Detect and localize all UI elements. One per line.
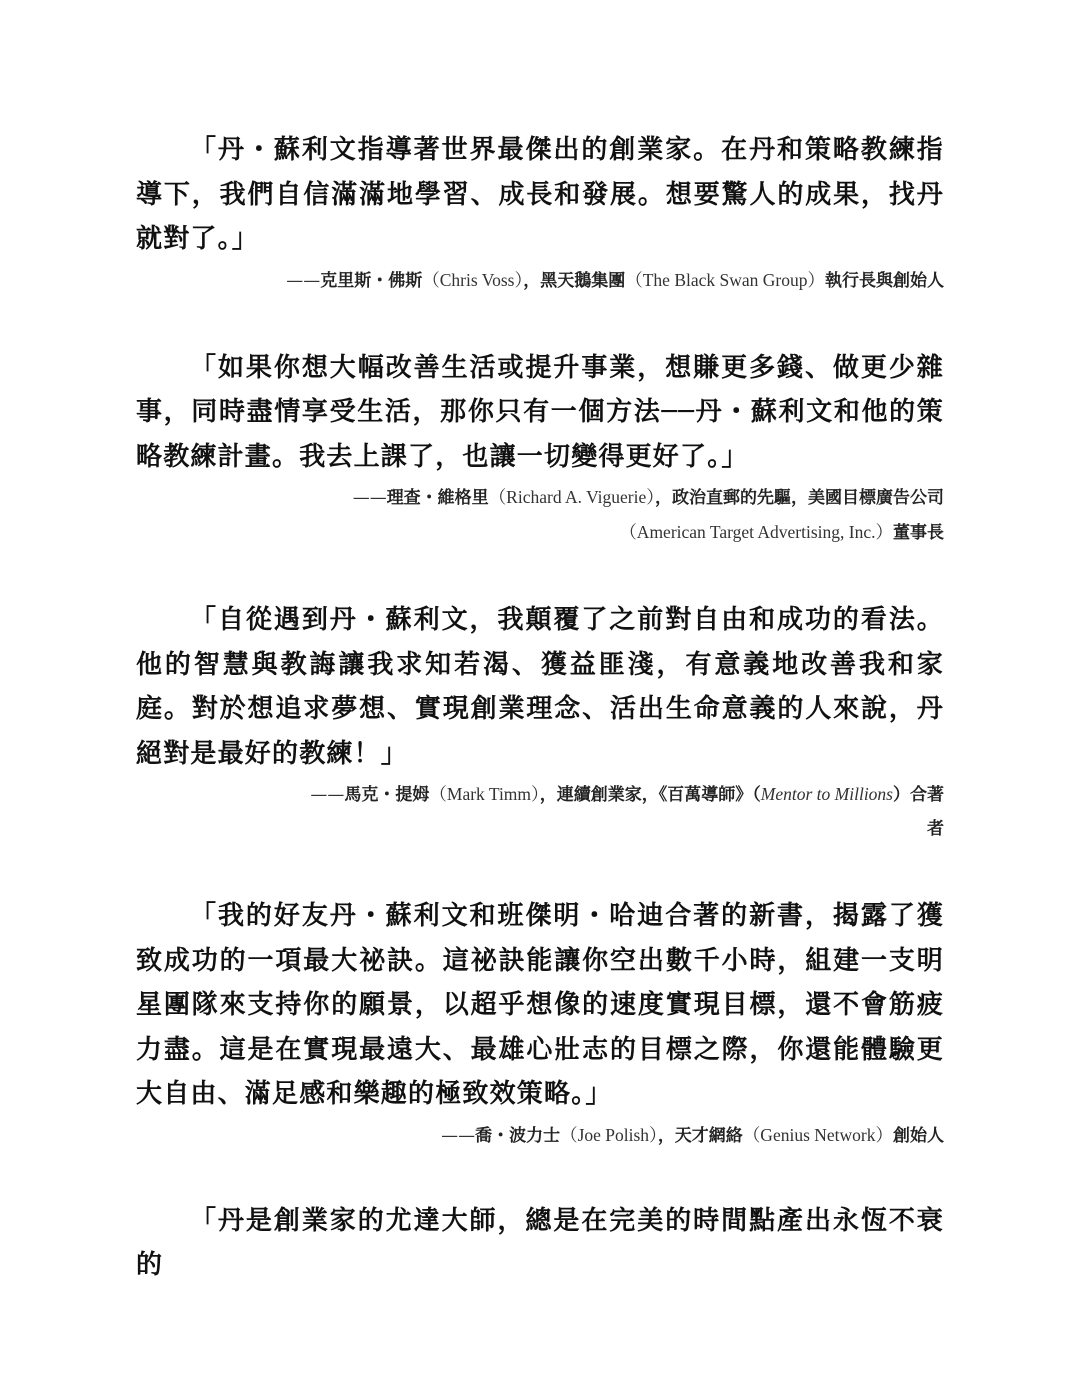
attribution-name-latin: （Richard A. Viguerie） xyxy=(488,487,655,507)
attribution-name: 馬克・提姆 xyxy=(344,785,430,805)
attribution-name: 理查・維格里 xyxy=(386,488,489,508)
attribution-name: 喬・波力士 xyxy=(475,1125,561,1146)
attribution-title: 執行長與創始人 xyxy=(825,270,944,291)
attribution-name-latin: （Mark Timm） xyxy=(429,784,540,804)
attribution-dash: —— xyxy=(286,270,321,291)
attribution-title: ）合著 xyxy=(893,785,944,805)
endorsement-quote: 「自從遇到丹・蘇利文，我顛覆了之前對自由和成功的看法。他的智慧與教誨讓我求知若渴、獲益匪淺，有意義地改善我和家庭。對於想追求夢想、實現創業理念、活出生命意義的人來說，丹絕對是最好的教練！」 xyxy=(136,605,944,769)
attribution-org-latin: （American Target Advertising, Inc.） xyxy=(619,522,893,542)
attribution-name: 克里斯・佛斯 xyxy=(320,270,423,291)
endorsements-page xyxy=(136,128,944,1288)
attribution-role: ，黑天鵝集團 xyxy=(523,270,626,291)
endorsement-quote: 「我的好友丹・蘇利文和班傑明・哈迪合著的新書，揭露了獲致成功的一項最大祕訣。這祕訣能讓你空出數千小時，組建一支明星團隊來支持你的願景，以超乎想像的速度實現目標，還不會筋疲力盡。這是在實現最遠大、最雄心壯志的目標之際，你還能體驗更大自由、滿足感和樂趣的極致效策略。」 xyxy=(136,901,944,1109)
attribution-line-1 xyxy=(136,480,944,515)
attribution-line-1 xyxy=(136,777,944,812)
endorsement-attribution xyxy=(136,777,944,846)
attribution-name-latin: （Chris Voss） xyxy=(422,269,524,290)
endorsement-mark-timm xyxy=(136,598,944,846)
attribution-title-cont: 者 xyxy=(927,819,944,839)
attribution-org-latin: （The Black Swan Group） xyxy=(625,269,825,290)
attribution-dash: —— xyxy=(310,785,345,805)
attribution-name-latin: （Joe Polish） xyxy=(560,1124,658,1145)
endorsement-attribution xyxy=(136,263,944,298)
endorsement-yoda-partial xyxy=(136,1199,944,1288)
endorsement-chris-voss xyxy=(136,128,944,298)
attribution-title: 創始人 xyxy=(893,1125,944,1146)
attribution-org-latin: （Genius Network） xyxy=(742,1124,893,1145)
endorsement-quote: 「丹・蘇利文指導著世界最傑出的創業家。在丹和策略教練指導下，我們自信滿滿地學習、成長和發展。想要驚人的成果，找丹就對了。」 xyxy=(136,135,944,254)
endorsement-quote: 「如果你想大幅改善生活或提升事業，想賺更多錢、做更少雜事，同時盡情享受生活，那你只有一個方法──丹・蘇利文和他的策略教練計畫。我去上課了，也讓一切變得更好了。」 xyxy=(136,352,944,472)
attribution-line-2 xyxy=(136,515,944,550)
endorsement-richard-viguerie xyxy=(136,346,944,551)
attribution-role: ，連續創業家，《百萬導師》（ xyxy=(539,785,761,805)
endorsement-attribution xyxy=(136,1118,944,1153)
endorsement-attribution xyxy=(136,480,944,550)
endorsement-joe-polish xyxy=(136,894,944,1153)
attribution-role: ，政治直郵的先驅，美國目標廣告公司 xyxy=(655,488,944,508)
endorsement-quote: 「丹是創業家的尤達大師，總是在完美的時間點產出永恆不衰的 xyxy=(136,1205,944,1280)
attribution-dash: —— xyxy=(352,488,387,508)
attribution-line-2 xyxy=(136,812,944,846)
attribution-title: 董事長 xyxy=(893,523,944,543)
attribution-role: ，天才網絡 xyxy=(657,1125,743,1146)
attribution-dash: —— xyxy=(441,1125,476,1146)
attribution-book-title: Mentor to Millions xyxy=(760,784,893,804)
